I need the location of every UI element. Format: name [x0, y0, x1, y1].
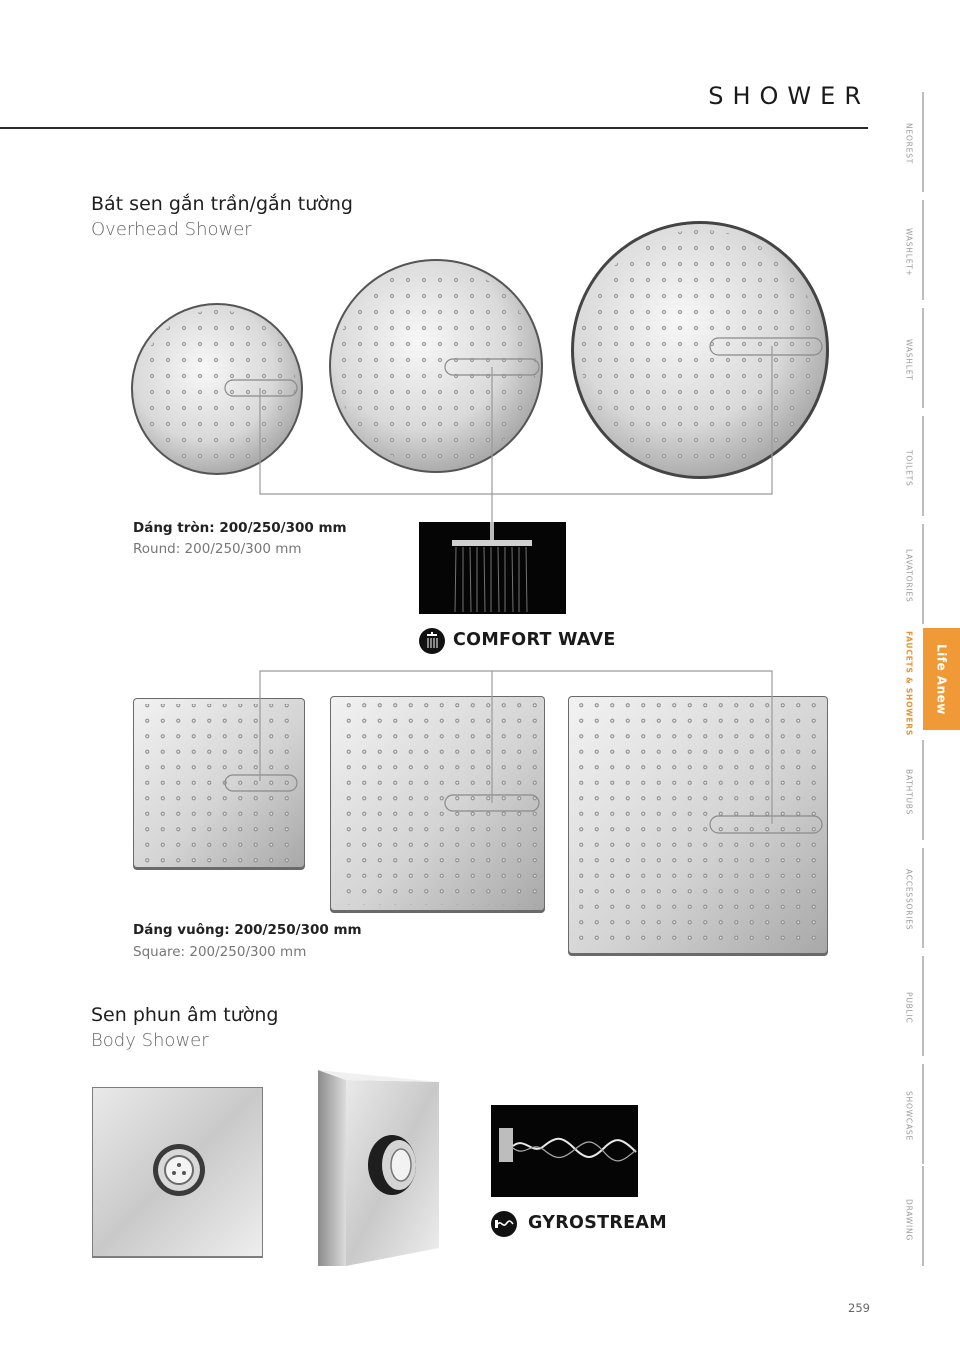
- page-number: 259: [848, 1301, 870, 1315]
- nav-label: NEOREST: [904, 123, 914, 165]
- gyrostream-icon: [491, 1211, 517, 1237]
- nav-divider: [922, 956, 924, 1056]
- nav-item-bathtubs[interactable]: [898, 738, 920, 846]
- nav-label: WASHLET+: [904, 227, 914, 277]
- gyrostream-photo: [491, 1105, 638, 1197]
- round-spec-vi: Dáng tròn: 200/250/300 mm: [133, 520, 347, 536]
- nav-divider: [922, 200, 924, 300]
- nav-item-faucets-showers[interactable]: [898, 630, 920, 738]
- nav-label: WASHLET: [904, 339, 914, 381]
- round-spec-en: Round: 200/250/300 mm: [133, 541, 302, 557]
- square-spec-en: Square: 200/250/300 mm: [133, 944, 307, 960]
- overhead-title-en: Overhead Shower: [91, 219, 252, 240]
- overhead-title-vi: Bát sen gắn trần/gắn tường: [91, 193, 353, 215]
- round-shower-head-250: [329, 259, 543, 473]
- nav-label: TOILETS: [904, 449, 914, 487]
- nav-item-washlet-plus[interactable]: [898, 198, 920, 306]
- square-shower-head-200: [133, 698, 305, 870]
- round-shower-head-300: [571, 221, 829, 479]
- body-shower-angled: [318, 1070, 439, 1266]
- nav-label: PUBLIC: [904, 992, 914, 1024]
- nav-label: ACCESSORIES: [904, 869, 914, 931]
- nav-item-toilets[interactable]: [898, 414, 920, 522]
- brand-tab-label: Life Anew: [934, 643, 949, 715]
- nav-divider: [922, 92, 924, 192]
- header-divider: [0, 127, 868, 129]
- nav-item-showcase[interactable]: [898, 1062, 920, 1170]
- body-shower-title-vi: Sen phun âm tường: [91, 1004, 279, 1026]
- square-shower-head-250: [330, 696, 545, 913]
- nav-divider: [922, 1166, 924, 1266]
- nav-item-washlet[interactable]: [898, 306, 920, 414]
- comfort-wave-photo: [419, 522, 566, 614]
- square-spec-vi: Dáng vuông: 200/250/300 mm: [133, 922, 362, 938]
- nav-label: BATHTUBS: [904, 768, 914, 816]
- gyrostream-glyph: [491, 1211, 517, 1237]
- nav-label: LAVATORIES: [904, 549, 914, 603]
- gyrostream-label: GYROSTREAM: [528, 1213, 667, 1233]
- nav-divider: [922, 524, 924, 624]
- nav-label: FAUCETS & SHOWERS: [904, 631, 914, 737]
- nav-label: DRAWING: [904, 1198, 914, 1242]
- nav-divider: [922, 1064, 924, 1164]
- comfort-wave-glyph: [419, 628, 445, 654]
- comfort-wave-icon: [419, 628, 445, 654]
- body-shower-title-en: Body Shower: [91, 1030, 209, 1051]
- page-title: SHOWER: [708, 82, 870, 110]
- nav-divider: [922, 848, 924, 948]
- body-shower-front: [92, 1087, 263, 1258]
- round-shower-head-200: [131, 303, 303, 475]
- comfort-wave-label: COMFORT WAVE: [453, 630, 616, 650]
- nav-divider: [922, 740, 924, 840]
- nav-label: SHOWCASE: [904, 1091, 914, 1141]
- nav-divider: [922, 308, 924, 408]
- nav-item-accessories[interactable]: [898, 846, 920, 954]
- nav-item-drawing[interactable]: [898, 1170, 920, 1270]
- nav-item-lavatories[interactable]: [898, 522, 920, 630]
- square-shower-head-300: [568, 696, 828, 956]
- nav-item-public[interactable]: [898, 954, 920, 1062]
- brand-tab[interactable]: [923, 628, 960, 730]
- nav-divider: [922, 416, 924, 516]
- side-nav: [898, 90, 922, 1270]
- nav-item-neorest[interactable]: [898, 90, 920, 198]
